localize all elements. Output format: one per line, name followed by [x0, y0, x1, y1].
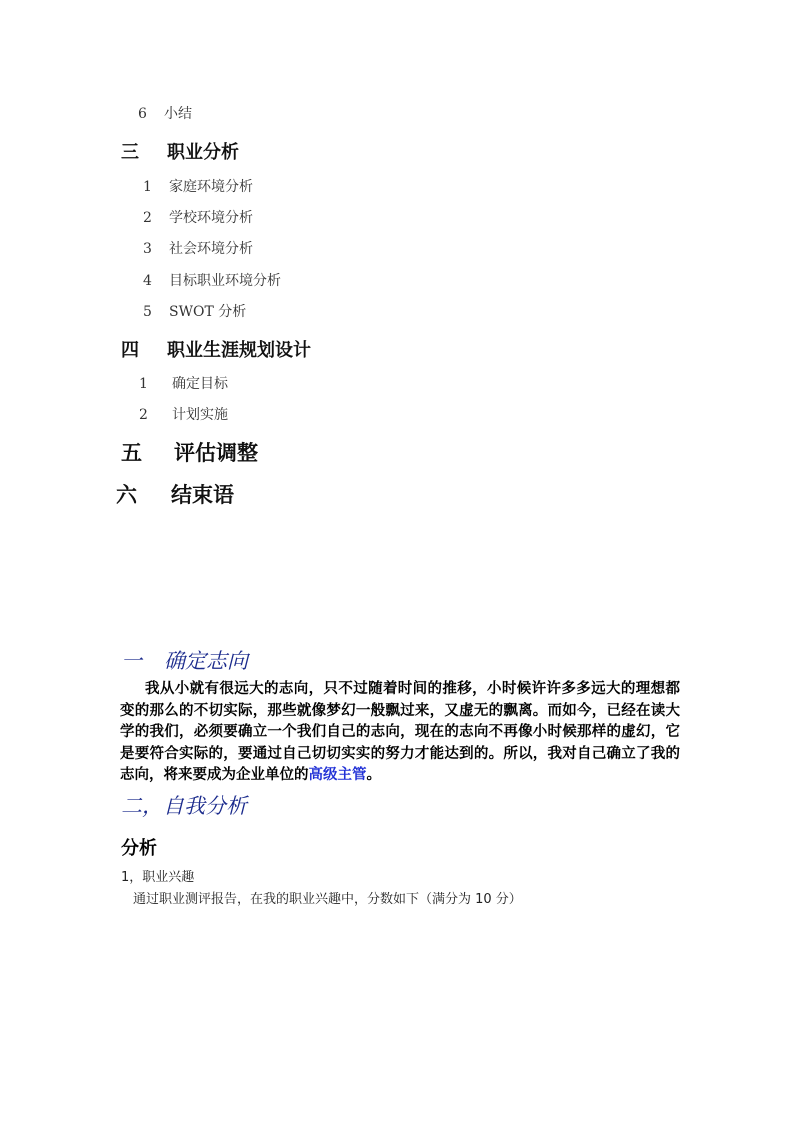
toc-section-4 — [121, 336, 311, 362]
section-title: 职业分析 — [167, 142, 239, 163]
toc-item-3-5 — [143, 301, 246, 321]
section-title: 结束语 — [171, 483, 234, 507]
toc-item-3-3 — [143, 238, 253, 258]
section-number: 五 — [121, 441, 142, 465]
heading-section-1 — [121, 645, 248, 675]
item-career-interest: 1，职业兴趣 — [121, 870, 195, 885]
paragraph-text: 我从小就有很远大的志向，只不过随着时间的推移，小时候许许多多远大的理想都变的那么的不切实际，那些就像梦幻一般飘过来，又虚无的飘离。而如今，已经在读大学的我们，必须要确立一个我们自己的志向，现在的志向不再像小时候那样的虚幻，它是要符合实际的，要通过自己切切实实的努力才能达到的。所以，我对自己确立了我的志向，将来要成为企业单位的 — [120, 681, 680, 783]
toc-number: 5 — [143, 304, 152, 320]
section-title: 评估调整 — [174, 441, 258, 465]
toc-label: 目标职业环境分析 — [169, 273, 281, 289]
section-number: 四 — [121, 340, 139, 361]
toc-number: 1 — [143, 179, 152, 195]
toc-item-6 — [138, 103, 192, 123]
toc-label: 小结 — [164, 106, 192, 122]
toc-label: 学校环境分析 — [169, 210, 253, 226]
toc-label: SWOT 分析 — [169, 304, 247, 320]
toc-label: 确定目标 — [172, 376, 228, 392]
toc-label: 社会环境分析 — [169, 241, 253, 257]
section-number: 三 — [121, 142, 139, 163]
career-interest-text: 通过职业测评报告，在我的职业兴趣中，分数如下（满分为 10 分） — [133, 892, 522, 907]
subheading-analysis: 分析 — [121, 838, 157, 859]
section-number: 六 — [116, 483, 137, 507]
toc-item-3-4 — [143, 270, 281, 290]
heading-title: 确定志向 — [164, 649, 248, 673]
toc-label: 计划实施 — [172, 407, 228, 423]
toc-section-3 — [121, 138, 239, 164]
toc-number: 2 — [143, 210, 152, 226]
toc-number: 1 — [139, 376, 148, 392]
highlighted-goal: 高级主管 — [308, 767, 367, 783]
heading-section-2: 二，自我分析 — [121, 794, 247, 818]
toc-label: 家庭环境分析 — [169, 179, 253, 195]
toc-item-3-1 — [143, 176, 253, 196]
toc-section-5 — [121, 437, 258, 467]
toc-section-6 — [116, 479, 234, 509]
toc-item-4-1 — [139, 373, 228, 393]
toc-item-3-2 — [143, 207, 253, 227]
heading-number: 一 — [121, 649, 142, 673]
paragraph-ambition — [120, 679, 680, 787]
toc-number: 4 — [143, 273, 152, 289]
paragraph-end: 。 — [366, 767, 381, 783]
toc-number: 6 — [138, 106, 147, 122]
section-title: 职业生涯规划设计 — [167, 340, 311, 361]
toc-number: 2 — [139, 407, 148, 423]
toc-number: 3 — [143, 241, 152, 257]
toc-item-4-2 — [139, 404, 228, 424]
